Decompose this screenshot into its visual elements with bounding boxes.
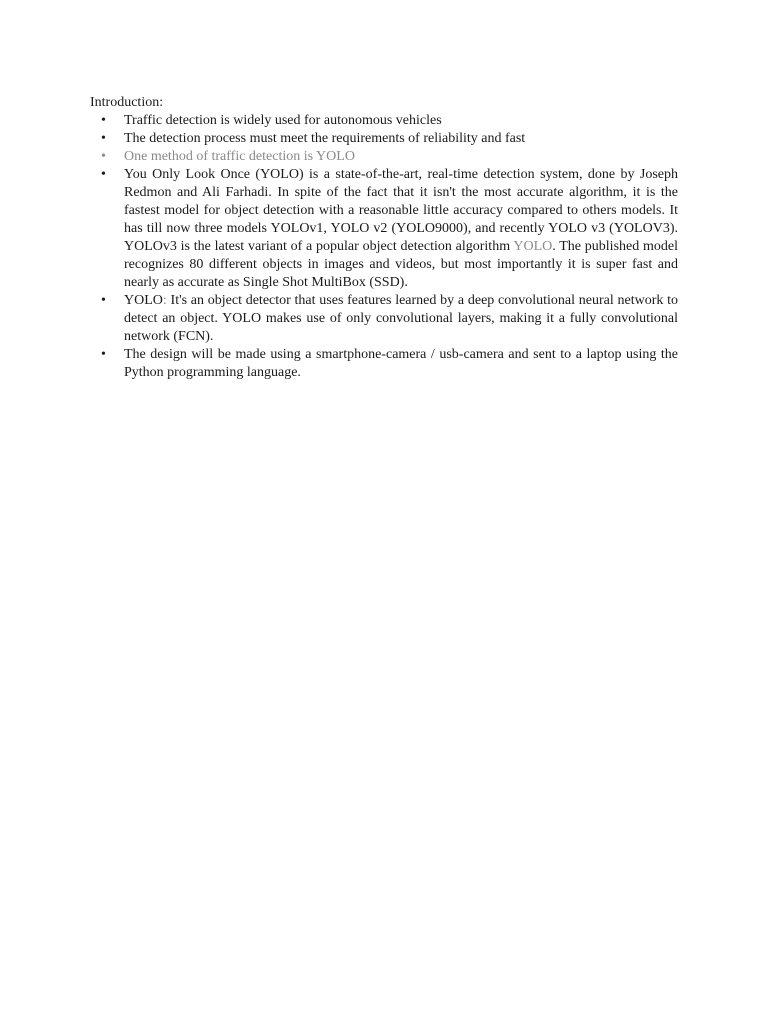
introduction-heading: Introduction: bbox=[90, 95, 164, 110]
list-item-text: The design will be made using a smartphone-camera / usb-camera and sent to a laptop using the Python programming language. bbox=[124, 347, 678, 380]
bullet-icon: • bbox=[101, 113, 106, 128]
list-item-text-part: It's an object detector that uses features learned by a deep convolutional neural network to detect an object. YOLO makes use of only convolutional layers, making it a fully convolutional network (FCN). bbox=[124, 293, 678, 344]
list-item bbox=[90, 112, 678, 130]
bullet-icon: • bbox=[101, 347, 106, 362]
list-item-text-part: . The published model recognizes 80 different objects in images and videos, but most importantly it is super fast and nearly as accurate as Single Shot MultiBox (SSD). bbox=[124, 239, 679, 290]
list-item-text: One method of traffic detection is YOLO bbox=[124, 149, 355, 164]
list-item-text-highlight: : bbox=[162, 293, 167, 308]
list-item-text: Traffic detection is widely used for autonomous vehicles bbox=[124, 113, 442, 128]
bullet-list bbox=[90, 112, 678, 382]
bullet-icon: • bbox=[101, 167, 106, 182]
list-item-text: The detection process must meet the requirements of reliability and fast bbox=[124, 131, 526, 146]
document-page bbox=[90, 94, 678, 382]
list-item bbox=[90, 166, 678, 292]
list-item-text bbox=[124, 293, 678, 344]
bullet-icon: • bbox=[101, 131, 106, 146]
list-item-text bbox=[124, 167, 678, 290]
list-item-text-highlight: YOLO bbox=[513, 239, 553, 254]
list-item-text-part: YOLO bbox=[124, 293, 163, 308]
list-item-text-part: You Only Look Once (YOLO) is a state-of-the-art, real-time detection system, done by Joseph Redmon and Ali Farhadi. In spite of the fact that it isn't the most accurate algorithm, it is the fastest model for object detection with a reasonable little accuracy compared to others models. It has till now three models YOLOv1, YOLO v2 (YOLO9000), and recently YOLO v3 (YOLOV3). YOLOv3 is the latest variant of a popular object detection algorithm bbox=[124, 167, 678, 254]
bullet-icon: • bbox=[101, 149, 106, 164]
list-item bbox=[90, 292, 678, 346]
list-item bbox=[90, 346, 678, 382]
list-item bbox=[90, 148, 678, 166]
list-item bbox=[90, 130, 678, 148]
bullet-icon: • bbox=[101, 293, 106, 308]
